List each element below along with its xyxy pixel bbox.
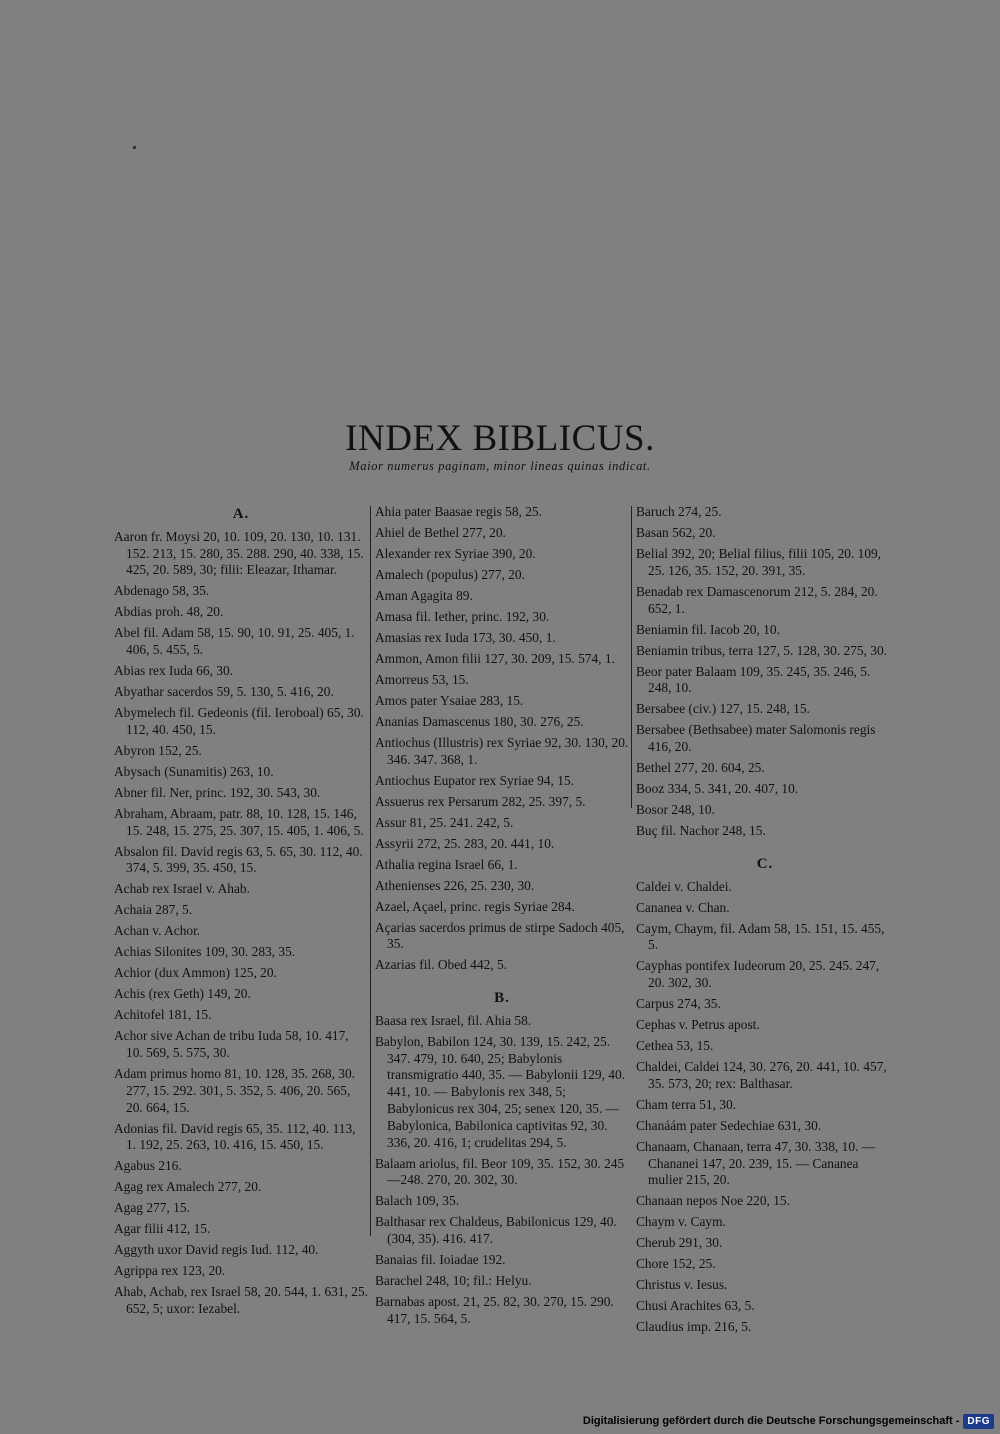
index-entry: Achitofel 181, 15. [114, 1007, 212, 1023]
index-entry: Achias Silonites 109, 30. 283, 35. [114, 944, 296, 960]
index-entry: Agag rex Amalech 277, 20. [114, 1179, 262, 1195]
index-entry: Ahab, Achab, rex Israel 58, 20. 544, 1. 631, 25. 652, 5; uxor: Iezabel. [114, 1284, 368, 1317]
index-entry: Chanaam, Chanaan, terra 47, 30. 338, 10. — Chananei 147, 20. 239, 15. — Cananea mulier 215, 20. [636, 1138, 876, 1188]
index-entry: Cethea 53, 15. [636, 1038, 714, 1054]
index-entry: Amorreus 53, 15. [375, 671, 469, 687]
index-entry: Achior (dux Ammon) 125, 20. [114, 965, 277, 981]
index-entry: Chaym v. Caym. [636, 1214, 726, 1230]
index-entry: Ahia pater Baasae regis 58, 25. [375, 504, 542, 519]
index-entry: Agabus 216. [114, 1158, 182, 1174]
index-entry: Assuerus rex Persarum 282, 25. 397, 5. [375, 793, 586, 809]
index-entry: Aman Agagita 89. [375, 587, 473, 603]
index-column-1 [114, 504, 368, 1322]
footer [583, 1412, 994, 1430]
index-entry: Assur 81, 25. 241. 242, 5. [375, 814, 514, 830]
index-entry: Christus v. Iesus. [636, 1277, 728, 1293]
index-entry: Aaron fr. Moysi 20, 10. 109, 20. 130, 10. 131. 152. 213, 15. 280, 35. 288. 290, 40. 338, 15. 425, 20. 589, 30; filii: Eleazar, Ithamar. [114, 528, 364, 578]
index-entry: Baruch 274, 25. [636, 504, 722, 519]
index-entry: Açarias sacerdos primus de stirpe Sadoch 405, 35. [375, 919, 625, 952]
index-entry: Balaam ariolus, fil. Beor 109, 35. 152, 30. 245—248. 270, 20. 302, 30. [375, 1155, 625, 1188]
index-entry: Cananea v. Chan. [636, 899, 730, 915]
column-divider [370, 506, 371, 1236]
index-entry: Baasa rex Israel, fil. Ahia 58. [375, 1012, 532, 1028]
index-entry: Agar filii 412, 15. [114, 1221, 211, 1237]
index-entry: Azarias fil. Obed 442, 5. [375, 957, 508, 973]
index-entry: Barachel 248, 10; fil.: Helyu. [375, 1273, 532, 1289]
index-entry: Bersabee (Bethsabee) mater Salomonis regis 416, 20. [636, 722, 876, 755]
index-entry: Adam primus homo 81, 10. 128, 35. 268, 30. 277, 15. 292. 301, 5. 352, 5. 406, 20. 565, 20. 664, 15. [114, 1066, 356, 1115]
index-entry: Cephas v. Petrus apost. [636, 1017, 760, 1033]
index-entry: Benadab rex Damascenorum 212, 5. 284, 20. 652, 1. [636, 583, 878, 616]
index-entry: Absalon fil. David regis 63, 5. 65, 30. 112, 40. 374, 5. 399, 35. 450, 15. [114, 843, 363, 876]
index-entry: Abyathar sacerdos 59, 5. 130, 5. 416, 20. [114, 684, 334, 700]
index-entry: Ahiel de Bethel 277, 20. [375, 524, 506, 540]
section-letter: C. [756, 855, 774, 872]
index-entry: Balach 109, 35. [375, 1193, 460, 1209]
index-entry: Achan v. Achor. [114, 923, 201, 939]
index-entry: Banaias fil. Ioiadae 192. [375, 1252, 506, 1268]
index-entry: Bersabee (civ.) 127, 15. 248, 15. [636, 701, 810, 717]
index-entry: Adonias fil. David regis 65, 35. 112, 40. 113, 1. 192, 25. 263, 10. 416, 15. 450, 15. [114, 1120, 356, 1153]
index-entry: Beniamin fil. Iacob 20, 10. [636, 621, 780, 637]
index-entry: Caym, Chaym, fil. Adam 58, 15. 151, 15. 455, 5. [636, 920, 885, 953]
index-entry: Agag 277, 15. [114, 1200, 190, 1216]
index-entry: Ananias Damascenus 180, 30. 276, 25. [375, 713, 584, 729]
index-entry: Alexander rex Syriae 390, 20. [375, 545, 536, 561]
index-entry: Chanaan nepos Noe 220, 15. [636, 1193, 790, 1209]
index-entry: Abel fil. Adam 58, 15. 90, 10. 91, 25. 405, 1. 406, 5. 455, 5. [114, 625, 355, 658]
index-entry: Agrippa rex 123, 20. [114, 1263, 226, 1279]
index-entry: Bosor 248, 10. [636, 802, 715, 818]
index-entry: Basan 562, 20. [636, 524, 716, 540]
index-entry: Beor pater Balaam 109, 35. 245, 35. 246, 5. 248, 10. [636, 663, 871, 696]
index-entry: Balthasar rex Chaldeus, Babilonicus 129, 40. (304, 35). 416. 417. [375, 1214, 617, 1247]
index-entry: Cayphas pontifex Iudeorum 20, 25. 245. 247, 20. 302, 30. [636, 958, 880, 991]
dfg-logo: DFG [963, 1414, 994, 1429]
index-entry: Achaia 287, 5. [114, 902, 193, 918]
index-entry: Abraham, Abraam, patr. 88, 10. 128, 15. 146, 15. 248, 15. 275, 25. 307, 15. 405, 1. 406, 5. [114, 805, 364, 838]
index-entry: Assyrii 272, 25. 283, 20. 441, 10. [375, 835, 555, 851]
column-divider [631, 506, 632, 808]
section-letter: B. [494, 990, 510, 1007]
index-entry: Azael, Açael, princ. regis Syriae 284. [375, 898, 575, 914]
index-entry: Barnabas apost. 21, 25. 82, 30. 270, 15. 290. 417, 15. 564, 5. [375, 1294, 614, 1326]
index-entry: Abyron 152, 25. [114, 742, 202, 758]
page-title: INDEX BIBLICUS. [345, 417, 655, 459]
index-entry: Chanáám pater Sedechiae 631, 30. [636, 1117, 822, 1133]
index-entry: Amos pater Ysaiae 283, 15. [375, 692, 524, 708]
index-entry: Carpus 274, 35. [636, 996, 721, 1012]
index-entry: Claudius imp. 216, 5. [636, 1319, 752, 1335]
index-entry: Amalech (populus) 277, 20. [375, 566, 525, 582]
index-entry: Achor sive Achan de tribu Iuda 58, 10. 417, 10. 569, 5. 575, 30. [114, 1028, 349, 1061]
index-entry: Achab rex Israel v. Ahab. [114, 881, 250, 897]
index-entry: Abymelech fil. Gedeonis (fil. Ieroboal) 65, 30. 112, 40. 450, 15. [114, 705, 364, 737]
index-entry: Abysach (Sunamitis) 263, 10. [114, 763, 274, 779]
index-column-2 [375, 504, 629, 1332]
index-entry: Abdenago 58, 35. [114, 583, 210, 599]
index-entry: Chusi Arachites 63, 5. [636, 1298, 755, 1314]
index-entry: Achis (rex Geth) 149, 20. [114, 986, 251, 1002]
index-entry: Abias rex Iuda 66, 30. [114, 663, 233, 679]
index-entry: Cham terra 51, 30. [636, 1096, 737, 1112]
footer-text: Digitalisierung gefördert durch die Deutsche Forschungsgemeinschaft - [582, 1415, 960, 1427]
index-entry: Abdias proh. 48, 20. [114, 604, 224, 620]
index-entry: Abner fil. Ner, princ. 192, 30. 543, 30. [114, 784, 321, 800]
section-letter: A. [232, 506, 250, 522]
index-entry: Amasa fil. Iether, princ. 192, 30. [375, 608, 550, 624]
index-entry: Aggyth uxor David regis Iud. 112, 40. [114, 1242, 319, 1258]
subtitle: Maior numerus paginam, minor lineas quinas indicat. [349, 459, 651, 473]
index-entry: Chaldei, Caldei 124, 30. 276, 20. 441, 10. 457, 35. 573, 20; rex: Balthasar. [636, 1059, 887, 1091]
index-entry: Amasias rex Iuda 173, 30. 450, 1. [375, 629, 556, 645]
index-entry: Caldei v. Chaldei. [636, 878, 732, 894]
index-entry: Antiochus Eupator rex Syriae 94, 15. [375, 772, 574, 788]
index-entry: Antiochus (Illustris) rex Syriae 92, 30. 130, 20. 346. 347. 368, 1. [375, 734, 629, 767]
index-entry: Bethel 277, 20. 604, 25. [636, 760, 765, 776]
index-column-3 [636, 504, 894, 1340]
index-entry: Athalia regina Israel 66, 1. [375, 856, 518, 872]
index-entry: Cherub 291, 30. [636, 1235, 723, 1251]
index-entry: Belial 392, 20; Belial filius, filii 105, 20. 109, 25. 126, 35. 152, 20. 391, 35. [636, 545, 882, 578]
index-entry: Beniamin tribus, terra 127, 5. 128, 30. 275, 30. [636, 642, 888, 658]
index-entry: Babylon, Babilon 124, 30. 139, 15. 242, 25. 347. 479, 10. 640, 25; Babylonis transmigratio 440, 35. — Babylonii 129, 40. 441, 10. — Babylonis rex 348, 5; Babylonicus rex 304, 25; senex 120, 35. — Babylonica, Babilonica captivitas 92, 30. 336, 20. 416, 1; crudelitas 294, 5. [375, 1033, 626, 1150]
index-entry: Booz 334, 5. 341, 20. 407, 10. [636, 781, 799, 797]
index-entry: Chore 152, 25. [636, 1256, 716, 1272]
speck-mark [133, 146, 136, 149]
index-entry: Ammon, Amon filii 127, 30. 209, 15. 574, 1. [375, 650, 615, 666]
index-entry: Buç fil. Nachor 248, 15. [636, 823, 766, 838]
index-entry: Athenienses 226, 25. 230, 30. [375, 877, 535, 893]
